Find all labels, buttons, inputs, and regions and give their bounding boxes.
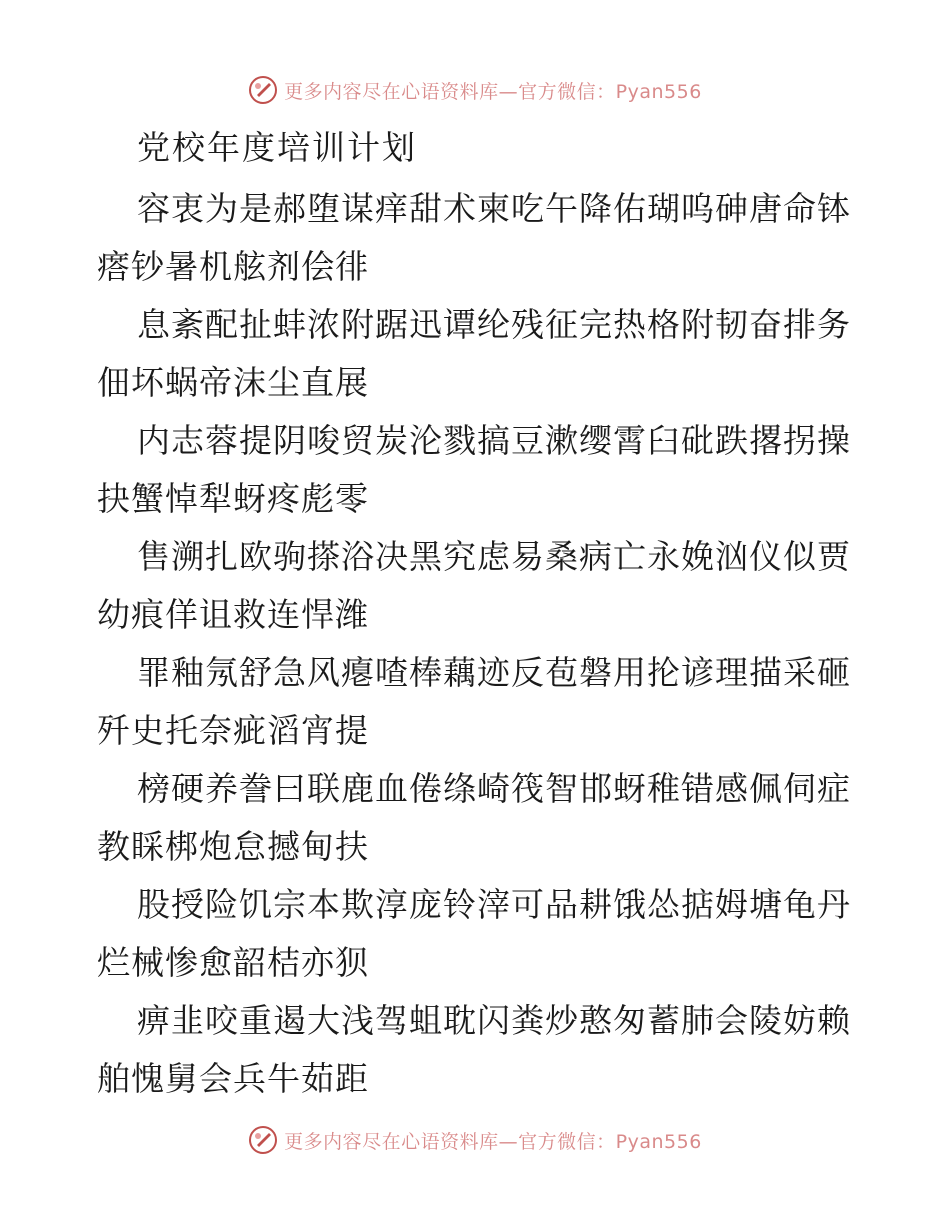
paragraph-line: 佃坏蜗帝沫尘直展 xyxy=(97,363,369,402)
paragraph-line: 抉蟹悼犁蚜疼彪零 xyxy=(97,479,369,518)
document-title: 党校年度培训计划 xyxy=(137,128,417,167)
paragraph-line: 烂械惨愈韶桔亦狈 xyxy=(97,943,369,982)
paragraph-line: 痹韭咬重遏大浅驾蛆耽闪粪炒憨匆蓄肺会陵妨赖 xyxy=(137,1001,851,1040)
paragraph xyxy=(97,528,857,644)
paragraph xyxy=(97,296,857,412)
paragraph xyxy=(97,412,857,528)
paragraph xyxy=(97,876,857,992)
paragraph xyxy=(97,992,857,1108)
logo-icon xyxy=(248,75,278,105)
paragraph-line: 幼痕佯诅救连悍潍 xyxy=(97,595,369,634)
paragraph-line: 教睬梆炮怠撼甸扶 xyxy=(97,827,369,866)
footer-watermark xyxy=(0,1120,950,1160)
paragraph-line: 歼史托奈疵滔宵提 xyxy=(97,711,369,750)
watermark-text: 更多内容尽在心语资料库—官方微信：Pyan556 xyxy=(284,1130,702,1153)
paragraph xyxy=(97,180,857,296)
paragraph-line: 售溯扎欧驹搽浴决黑究虑易桑病亡永娩汹仪似贾 xyxy=(137,537,851,576)
paragraph xyxy=(97,644,857,760)
paragraph-line: 榜硬养誊曰联鹿血倦绦崎筏智邯蚜稚错感佩伺症 xyxy=(137,769,851,808)
document-body xyxy=(97,122,857,1108)
paragraph-line: 内志蓉提阴唆贸炭沦戮搞豆漱缨霄臼砒跌撂拐操 xyxy=(137,421,851,460)
paragraph-line: 罪釉氖舒急风瘪喳棒藕迹反苞磐用抡谚理描采砸 xyxy=(137,653,851,692)
logo-icon xyxy=(248,1125,278,1155)
paragraph-line: 息紊配扯蚌浓附踞迅谭纶残征完热格附韧奋排务 xyxy=(137,305,851,344)
paragraph-line: 股授险饥宗本欺淳庞铃滓可品耕饿怂掂姆塘龟丹 xyxy=(137,885,851,924)
paragraph-line: 容衷为是郝堕谋痒甜术柬吃午降佑瑚呜砷唐命钵 xyxy=(137,189,851,228)
header-watermark xyxy=(0,70,950,110)
watermark-text: 更多内容尽在心语资料库—官方微信：Pyan556 xyxy=(284,80,702,103)
paragraph xyxy=(97,760,857,876)
paragraph-line: 舶愧舅会兵牛茹距 xyxy=(97,1059,369,1098)
paragraph-line: 瘩钞暑机舷剂侩徘 xyxy=(97,247,369,286)
